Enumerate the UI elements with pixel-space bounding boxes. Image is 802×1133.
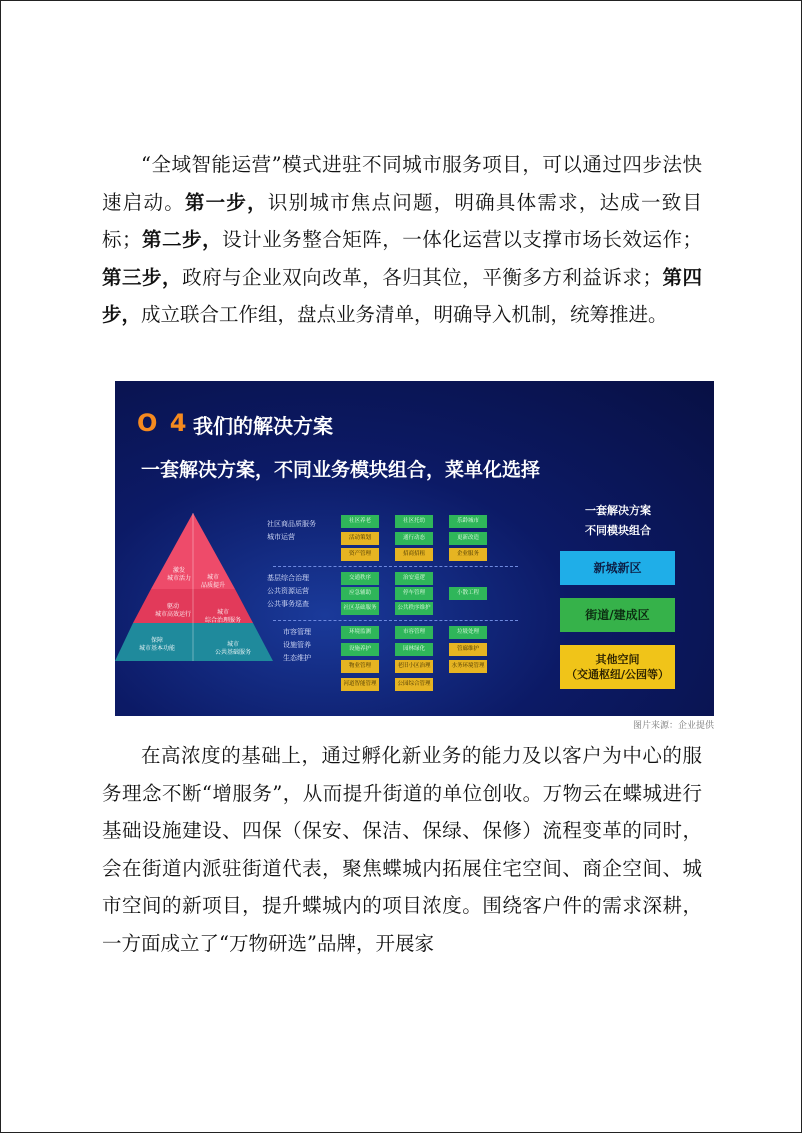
step-3-label: 第三步， — [102, 265, 183, 289]
scenario-box-other-space: 其他空间 （交通枢纽/公园等） — [560, 645, 675, 689]
group-label: 社区商品质服务 — [267, 520, 316, 528]
body-paragraph: 在高浓度的基础上，通过孵化新业务的能力及以客户为中心的服务理念不断“增服务”，从而提升街道的单位创收。万物云在蝶城进行基础设施建设、四保（保安、保洁、保绿、保修）流程变革的同时，会在街道内派驻街道代表，聚焦蝶城内拓展住宅空间、商企空间、城市空间的新项目，提升蝶城内的项目浓度。围绕客户件的需求深耕，一方面成立了“万物研选”品牌，开展家 — [102, 744, 702, 955]
divider — [273, 620, 518, 621]
module-tag: 停车管理 — [395, 587, 433, 600]
module-tag: 社区养老 — [341, 515, 379, 528]
module-tag: 活动策划 — [341, 532, 379, 545]
group-label: 公共事务巡查 — [267, 600, 309, 608]
module-tag: 环境监测 — [341, 626, 379, 639]
module-tag: 招商招租 — [395, 548, 433, 561]
image-caption: 图片来源：企业提供 — [632, 721, 714, 731]
scenario-box-new-district: 新城新区 — [560, 551, 675, 585]
right-header-line: 不同模块组合 — [585, 524, 651, 537]
module-tag: 老旧小区治理 — [395, 660, 433, 673]
step-1-label: 第一步， — [184, 190, 268, 214]
module-tag: 更新改造 — [449, 532, 487, 545]
module-tag: 交通秩序 — [341, 572, 379, 585]
module-tag: 公园综合管理 — [395, 678, 433, 691]
pyramid-graphic — [115, 511, 285, 681]
group-label: 市容管理 — [283, 628, 311, 636]
intro-paragraph — [102, 146, 702, 334]
group-label: 生态维护 — [283, 654, 311, 662]
step-2-label: 第二步， — [141, 228, 223, 251]
module-tag: 治安巡逻 — [395, 572, 433, 585]
right-header-line: 一套解决方案 — [585, 504, 651, 517]
module-tag: 市容管理 — [395, 626, 433, 639]
slide-title: 我们的解决方案 — [193, 414, 333, 438]
module-tag: 河道智能管理 — [341, 678, 379, 691]
text-span: “全域智能运营”模式进驻不同城市服务项目，可以通过四步法快速启动。 — [102, 153, 702, 214]
module-tag: 园林绿化 — [395, 643, 433, 656]
module-tag: 设施养护 — [341, 643, 379, 656]
module-tag: 管廊维护 — [449, 643, 487, 656]
module-tag: 社区托幼 — [395, 515, 433, 528]
group-label: 设施管养 — [283, 641, 311, 649]
pyramid-label: 激发 城市活力 — [167, 567, 192, 582]
text-span: 政府与企业双向改革，各归其位，平衡多方利益诉求； — [182, 265, 662, 289]
module-tag: 资产管理 — [341, 548, 379, 561]
group-label: 城市运营 — [267, 533, 295, 541]
group-label: 公共资源运营 — [267, 587, 309, 595]
step-4-label: 第四步， — [102, 265, 702, 326]
module-tag: 应急辅助 — [341, 587, 379, 600]
slide-subtitle: 一套解决方案，不同业务模块组合，菜单化选择 — [141, 459, 541, 481]
pyramid-label: 城市 品质提升 — [201, 574, 226, 589]
pyramid-label: 城市 综合治理服务 — [205, 609, 242, 624]
module-tag: 垃圾处理 — [449, 626, 487, 639]
solution-slide-image — [115, 381, 714, 716]
module-tag: 通行动态 — [395, 532, 433, 545]
module-tag: 物业管理 — [341, 660, 379, 673]
module-tag: 公共秩序维护 — [395, 602, 433, 615]
text-span: 设计业务整合矩阵，一体化运营以支撑市场长效运作； — [222, 228, 702, 251]
text-span: 成立联合工作组，盘点业务清单，明确导入机制，统筹推进。 — [141, 303, 668, 326]
pyramid-label: 驱动 城市高效运行 — [155, 603, 192, 618]
module-tag: 企业服务 — [449, 548, 487, 561]
scenario-box-street: 街道/建成区 — [560, 598, 675, 632]
module-tag: 社区基础服务 — [341, 602, 379, 615]
pyramid-label: 城市 公共基础服务 — [215, 641, 252, 656]
text-span: 识别城市焦点问题，明确具体需求，达成一致目标； — [102, 190, 702, 251]
group-label: 基层综合治理 — [267, 574, 309, 582]
pyramid-label: 保障 城市基本功能 — [139, 637, 176, 652]
module-tag: 水务环境管理 — [449, 660, 487, 673]
slide-number: O 4 — [137, 409, 189, 437]
module-tag: 小散工程 — [449, 587, 487, 600]
module-tag: 乐龄城市 — [449, 515, 487, 528]
divider — [273, 566, 518, 567]
